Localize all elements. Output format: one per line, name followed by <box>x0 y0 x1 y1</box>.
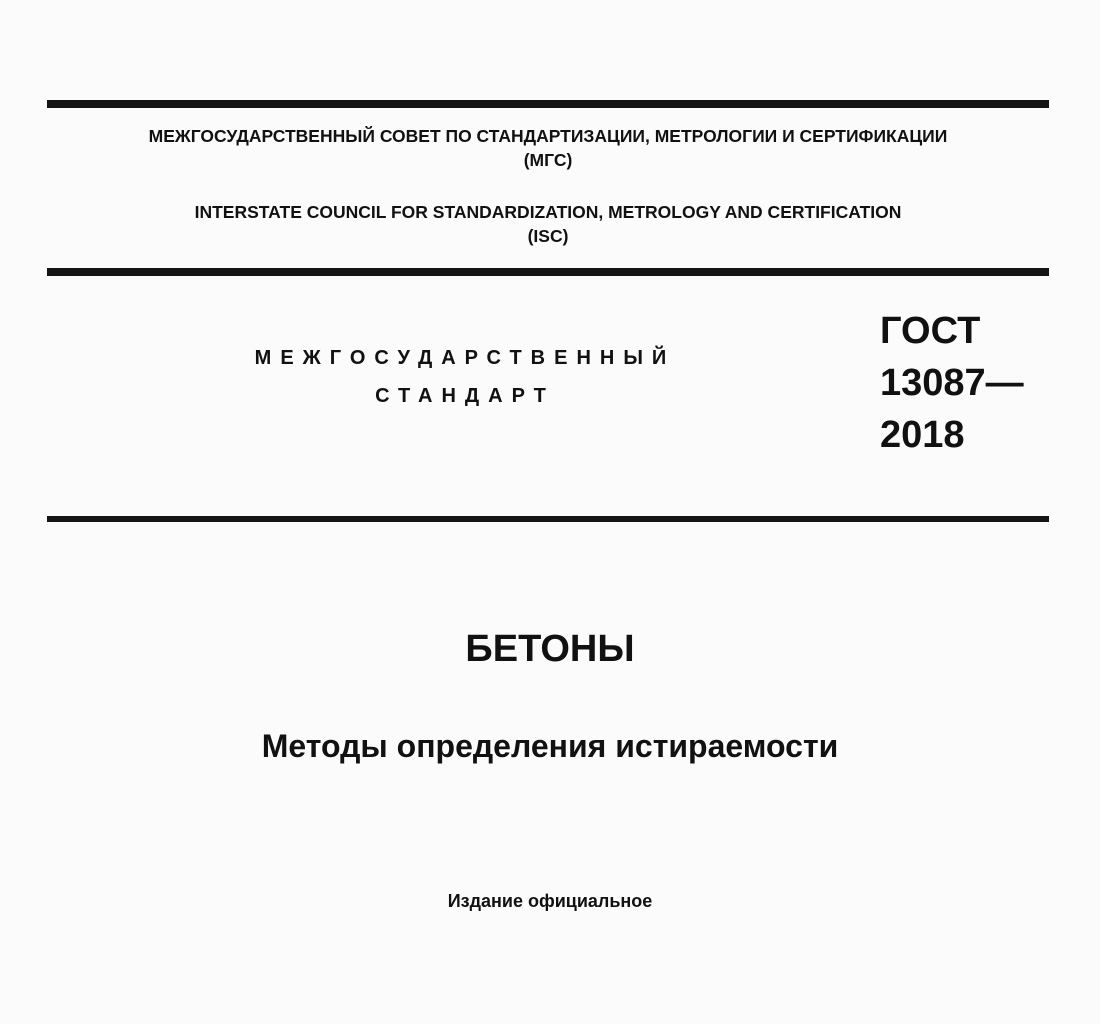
council-abbrev-ru: (МГС) <box>523 150 573 170</box>
document-subtitle: Методы определения истираемости <box>261 728 839 764</box>
standard-code-year: 2018 <box>880 414 965 456</box>
standard-code-number: 13087— <box>880 362 1024 404</box>
middle-divider <box>47 268 1049 276</box>
council-name-ru-line: МЕЖГОСУДАРСТВЕННЫЙ СОВЕТ ПО СТАНДАРТИЗАЦИИ, МЕТРОЛОГИИ И СЕРТИФИКАЦИИ <box>148 126 948 146</box>
document-title: БЕТОНЫ <box>465 628 635 670</box>
standard-type-label: МЕЖГОСУДАРСТВЕННЫЙ <box>254 347 676 369</box>
standard-type-label-2: СТАНДАРТ <box>375 385 555 407</box>
bottom-divider <box>47 516 1049 522</box>
top-divider <box>47 100 1049 108</box>
council-abbrev-en: (ISC) <box>527 226 569 246</box>
standard-code-prefix: ГОСТ <box>880 310 981 352</box>
council-name-en-line: INTERSTATE COUNCIL FOR STANDARDIZATION, METROLOGY AND CERTIFICATION <box>194 202 902 222</box>
standard-code <box>880 305 1024 461</box>
council-name-ru <box>47 124 1049 172</box>
council-name-en <box>47 200 1049 248</box>
edition-note: Издание официальное <box>447 891 653 911</box>
